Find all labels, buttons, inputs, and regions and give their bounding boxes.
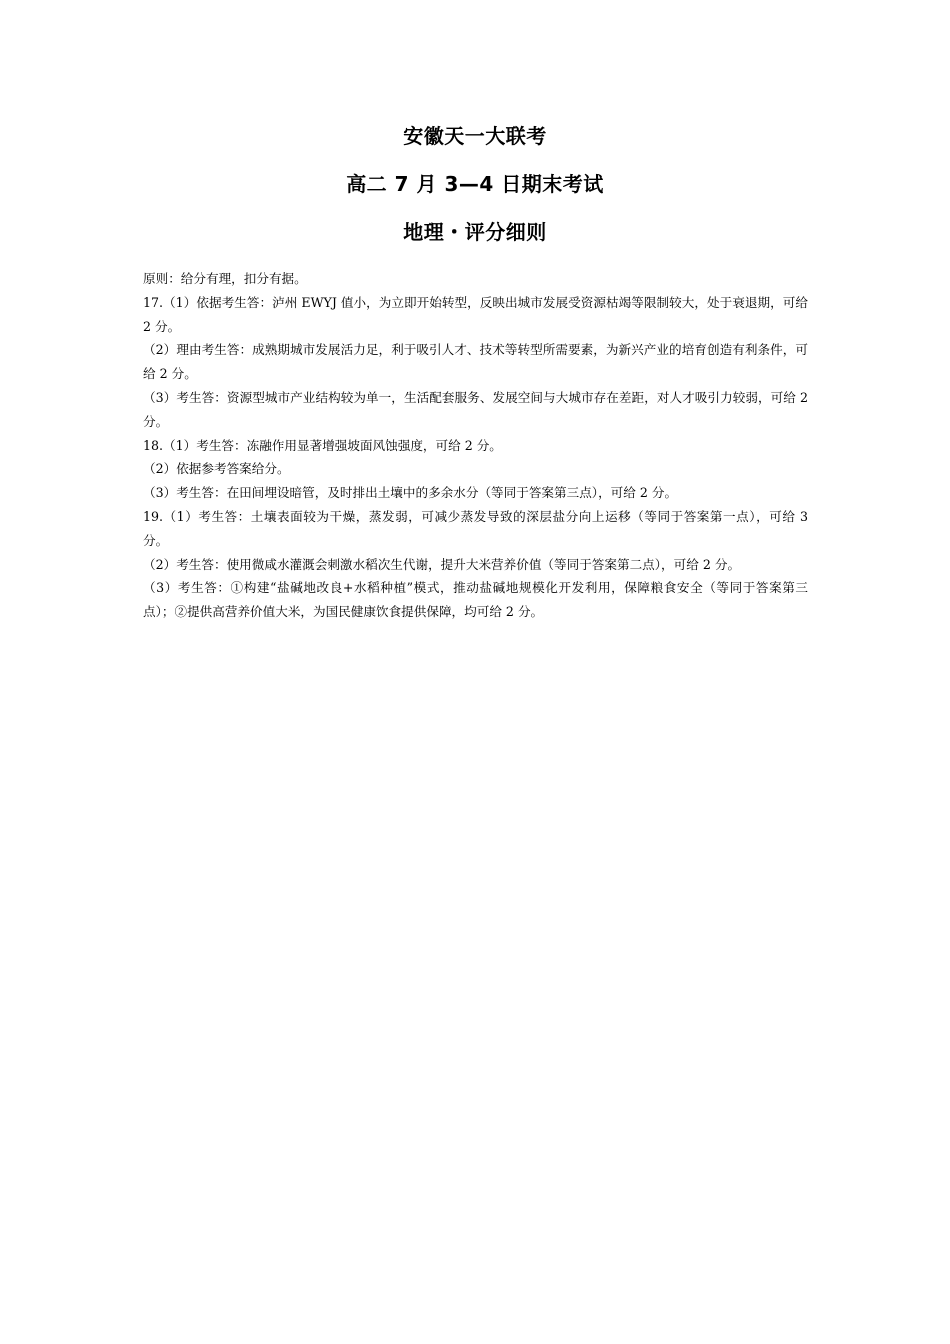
exam-name-title: 高二 7 月 3—4 日期末考试 <box>346 172 604 196</box>
exam-organizer-title: 安徽天一大联考 <box>403 124 547 148</box>
q19-part3-paragraph: （3）考生答：①构建“盐碱地改良+水稻种植”模式，推动盐碱地规模化开发利用，保障粮食安全（等同于答案第三点）；②提供高营养价值大米，为国民健康饮食提供保障，均可给 2 分。 <box>143 580 808 620</box>
q17-part2-paragraph: （2）理由考生答：成熟期城市发展活力足，利于吸引人才、技术等转型所需要素，为新兴产业的培育创造有利条件，可给 2 分。 <box>143 342 808 382</box>
title-block <box>0 122 950 266</box>
subject-title: 地理・评分细则 <box>403 220 547 244</box>
q19-part1-paragraph: 19.（1）考生答：土壤表面较为干燥，蒸发弱，可减少蒸发导致的深层盐分向上运移（等同于答案第一点），可给 3 分。 <box>143 508 808 548</box>
q18-part3-paragraph: （3）考生答：在田间埋设暗管，及时排出土壤中的多余水分（等同于答案第三点），可给 2 分。 <box>143 485 678 501</box>
q18-part1-paragraph: 18.（1）考生答：冻融作用显著增强坡面风蚀强度，可给 2 分。 <box>143 437 502 453</box>
q19-part2-paragraph: （2）考生答：使用微咸水灌溉会刺激水稻次生代谢，提升大米营养价值（等同于答案第二点），可给 2 分。 <box>143 556 741 572</box>
q17-part3-paragraph: （3）考生答：资源型城市产业结构较为单一，生活配套服务、发展空间与大城市存在差距，对人才吸引力较弱，可给 2 分。 <box>143 389 808 429</box>
scoring-rules-body <box>143 267 808 624</box>
q17-part1-paragraph: 17.（1）依据考生答：泸州 EWYJ 值小，为立即开始转型，反映出城市发展受资源枯竭等限制较大，处于衰退期，可给 2 分。 <box>143 294 808 334</box>
principle-paragraph: 原则：给分有理，扣分有据。 <box>143 271 307 286</box>
q18-part2-paragraph: （2）依据参考答案给分。 <box>143 461 290 477</box>
